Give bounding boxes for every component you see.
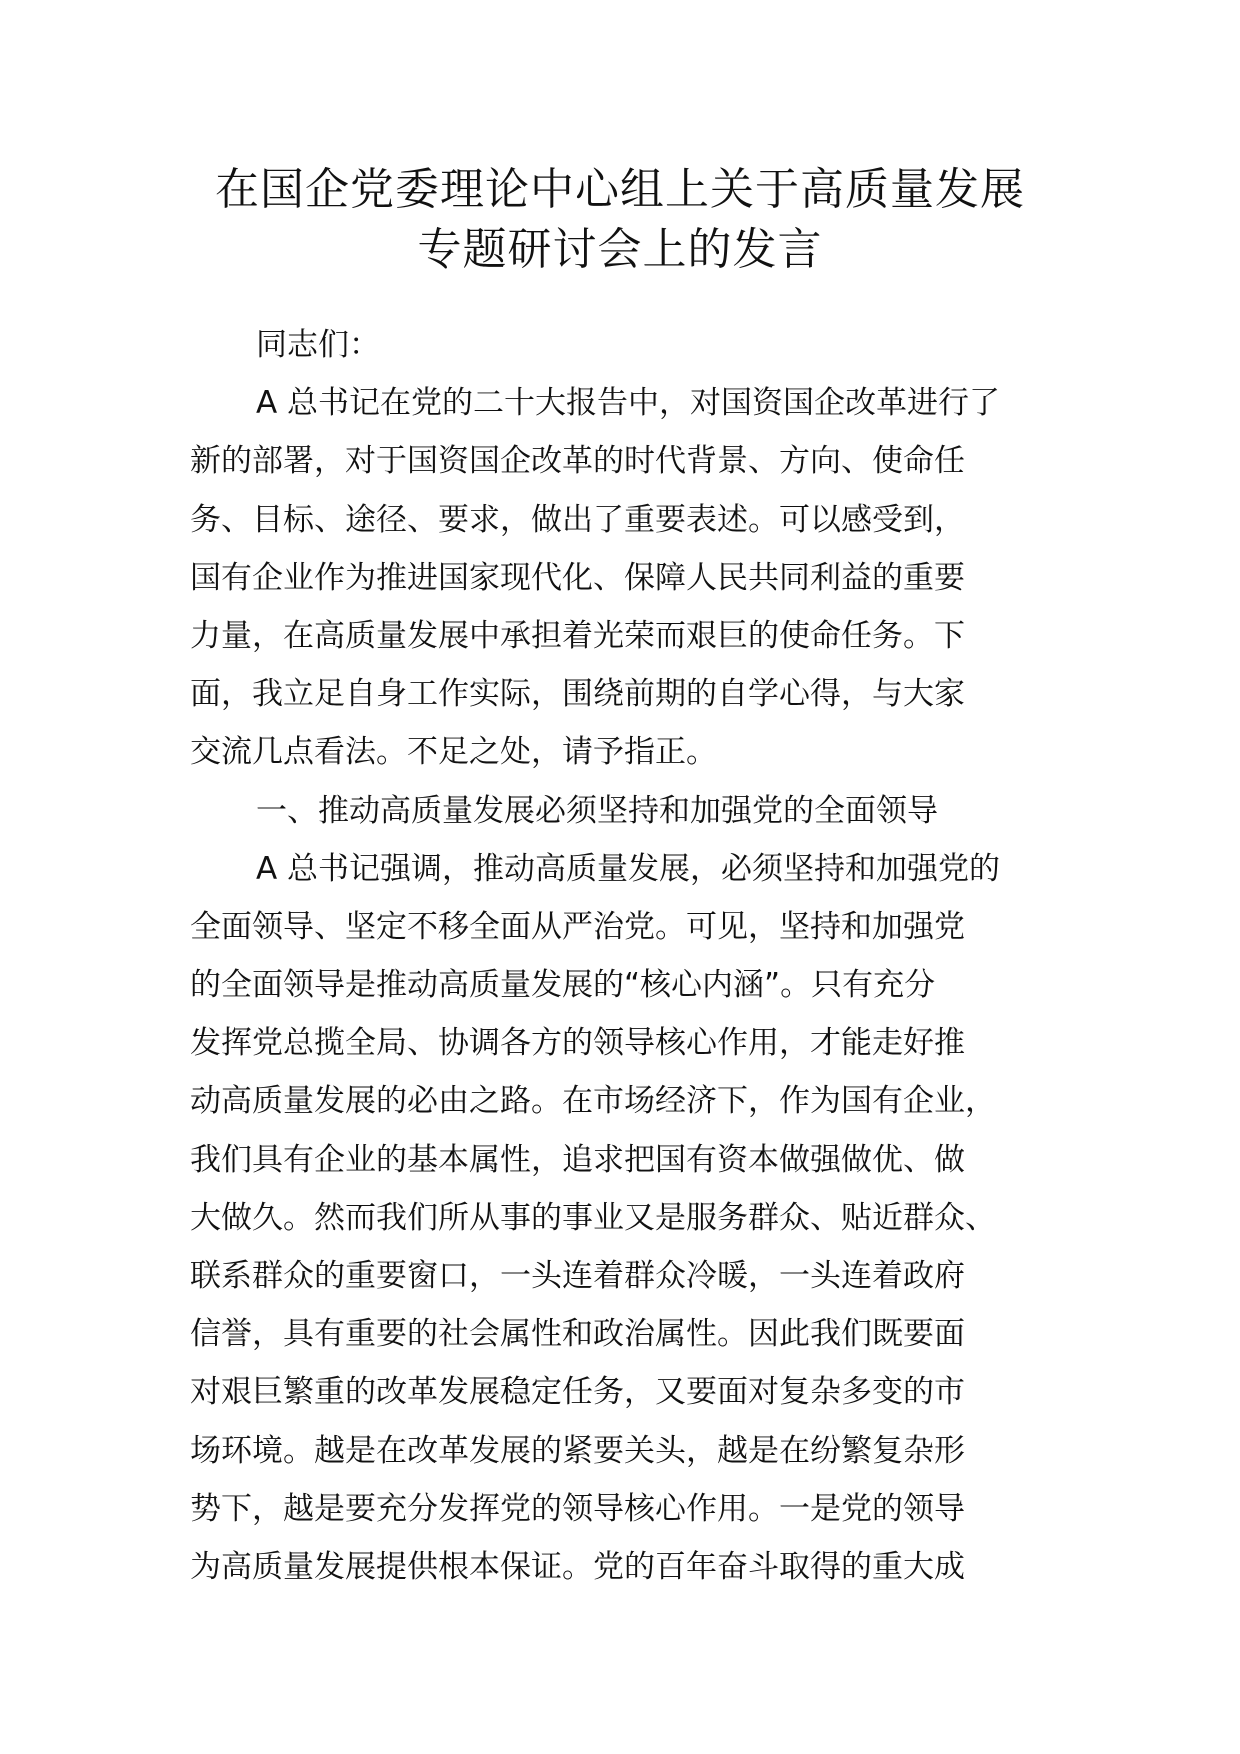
paragraph-line: A 总书记强调，推动高质量发展，必须坚持和加强党的 [256,850,1001,887]
paragraph-line: 场环境。越是在改革发展的紧要关头，越是在纷繁复杂形 [190,1432,965,1469]
paragraph-line: 动高质量发展的必由之路。在市场经济下，作为国有企业， [190,1083,996,1120]
paragraph-line: 发挥党总揽全局、协调各方的领导核心作用，才能走好推 [190,1025,965,1062]
document-body [190,316,1050,1596]
title-line-1: 在国企党委理论中心组上关于高质量发展 [215,164,1025,215]
paragraph-line: 对艰巨繁重的改革发展稳定任务，又要面对复杂多变的市 [190,1374,965,1411]
salutation: 同志们： [256,327,380,363]
paragraph-line: 信誉，具有重要的社会属性和政治属性。因此我们既要面 [190,1316,965,1353]
paragraph-line: 新的部署，对于国资国企改革的时代背景、方向、使命任 [190,443,965,480]
paragraph-line: 势下，越是要充分发挥党的领导核心作用。一是党的领导 [190,1490,965,1527]
paragraph-line: A 总书记在党的二十大报告中，对国资国企改革进行了 [256,385,1001,422]
paragraph-line: 大做久。然而我们所从事的事业又是服务群众、贴近群众、 [190,1199,996,1236]
paragraph-line: 的全面领导是推动高质量发展的“核心内涵”。只有充分 [190,967,936,1004]
paragraph-line: 全面领导、坚定不移全面从严治党。可见，坚持和加强党 [190,908,965,945]
paragraph-line: 力量，在高质量发展中承担着光荣而艰巨的使命任务。下 [190,617,965,654]
paragraph-line: 为高质量发展提供根本保证。党的百年奋斗取得的重大成 [190,1548,965,1585]
title-line-2: 专题研讨会上的发言 [417,224,823,275]
paragraph-line: 联系群众的重要窗口，一头连着群众冷暖，一头连着政府 [190,1258,965,1294]
document-title [150,160,1090,280]
paragraph-line: 面，我立足自身工作实际，围绕前期的自学心得，与大家 [190,676,965,713]
paragraph-line: 交流几点看法。不足之处，请予指正。 [190,734,717,771]
paragraph-line: 务、目标、途径、要求，做出了重要表述。可以感受到， [190,501,965,538]
paragraph-line: 国有企业作为推进国家现代化、保障人民共同利益的重要 [190,559,965,596]
paragraph-line: 我们具有企业的基本属性，追求把国有资本做强做优、做 [190,1141,965,1178]
section-heading: 一、推动高质量发展必须坚持和加强党的全面领导 [256,792,938,829]
